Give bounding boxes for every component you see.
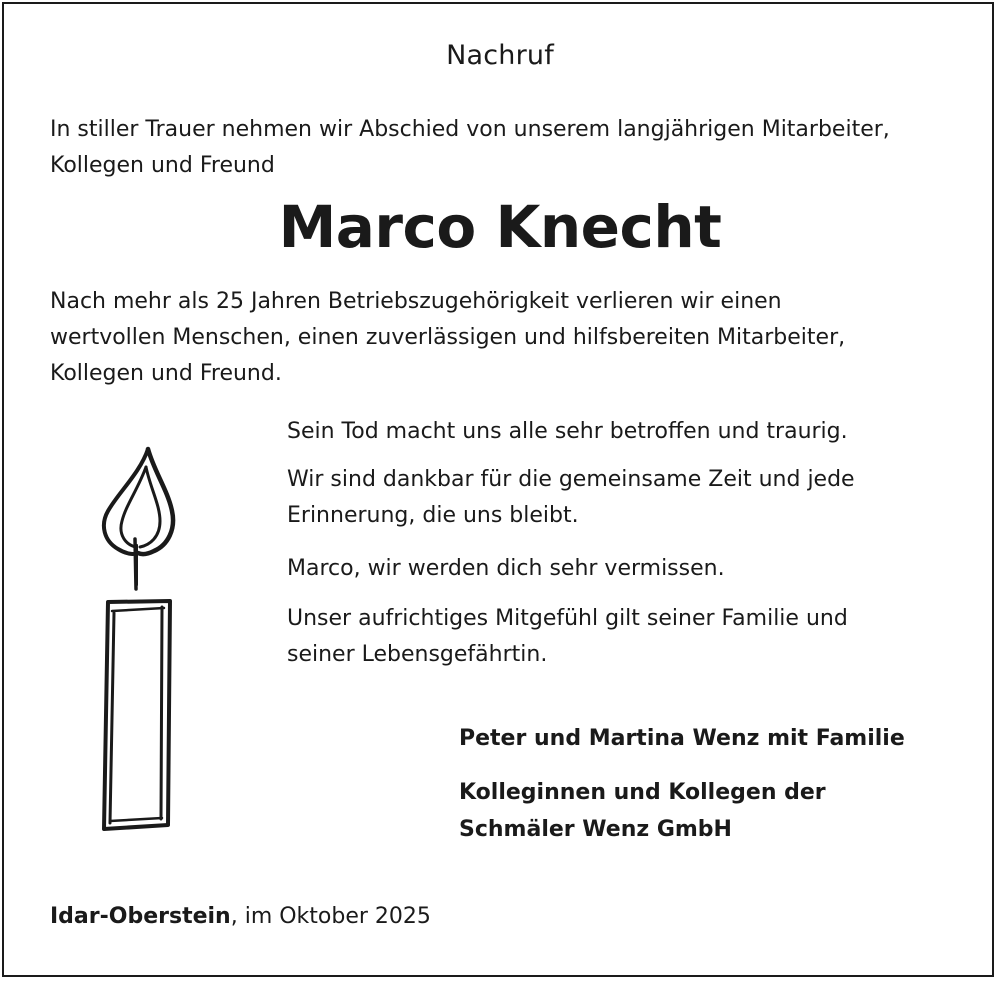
paragraph-line: Sein Tod macht uns alle sehr betroffen und traurig.	[287, 419, 848, 444]
body-text	[50, 284, 845, 392]
place-name: Idar-Oberstein	[50, 904, 231, 929]
paragraph-gratitude	[287, 462, 855, 534]
paragraph-sorrow	[287, 414, 848, 450]
body-line: wertvollen Menschen, einen zuverlässigen und hilfsbereiten Mitarbeiter,	[50, 325, 846, 350]
paragraph-line: Erinnerung, die uns bleibt.	[287, 503, 579, 528]
signatory-family	[459, 720, 905, 757]
intro-text	[50, 112, 890, 184]
body-line: Kollegen und Freund.	[50, 361, 282, 386]
paragraph-line: Marco, wir werden dich sehr vermissen.	[287, 556, 725, 581]
signatory-line: Schmäler Wenz GmbH	[459, 817, 732, 842]
paragraph-line: seiner Lebensgefährtin.	[287, 642, 548, 667]
paragraph-line: Unser aufrichtiges Mitgefühl gilt seiner Familie und	[287, 606, 848, 631]
date-text: , im Oktober 2025	[230, 904, 431, 929]
signatory-line: Peter und Martina Wenz mit Familie	[459, 726, 905, 751]
deceased-name: Marco Knecht	[278, 193, 722, 261]
intro-line: Kollegen und Freund	[50, 153, 275, 178]
signatory-colleagues	[459, 774, 826, 848]
paragraph-farewell	[287, 551, 725, 587]
place-date	[50, 904, 431, 929]
body-line: Nach mehr als 25 Jahren Betriebszugehörigkeit verlieren wir einen	[50, 289, 782, 314]
paragraph-line: Wir sind dankbar für die gemeinsame Zeit und jede	[287, 467, 855, 492]
intro-line: In stiller Trauer nehmen wir Abschied von unserem langjährigen Mitarbeiter,	[50, 117, 890, 142]
signatory-line: Kolleginnen und Kollegen der	[459, 780, 826, 805]
candle-icon	[96, 445, 180, 835]
paragraph-condolence	[287, 601, 848, 673]
notice-heading: Nachruf	[446, 40, 554, 71]
